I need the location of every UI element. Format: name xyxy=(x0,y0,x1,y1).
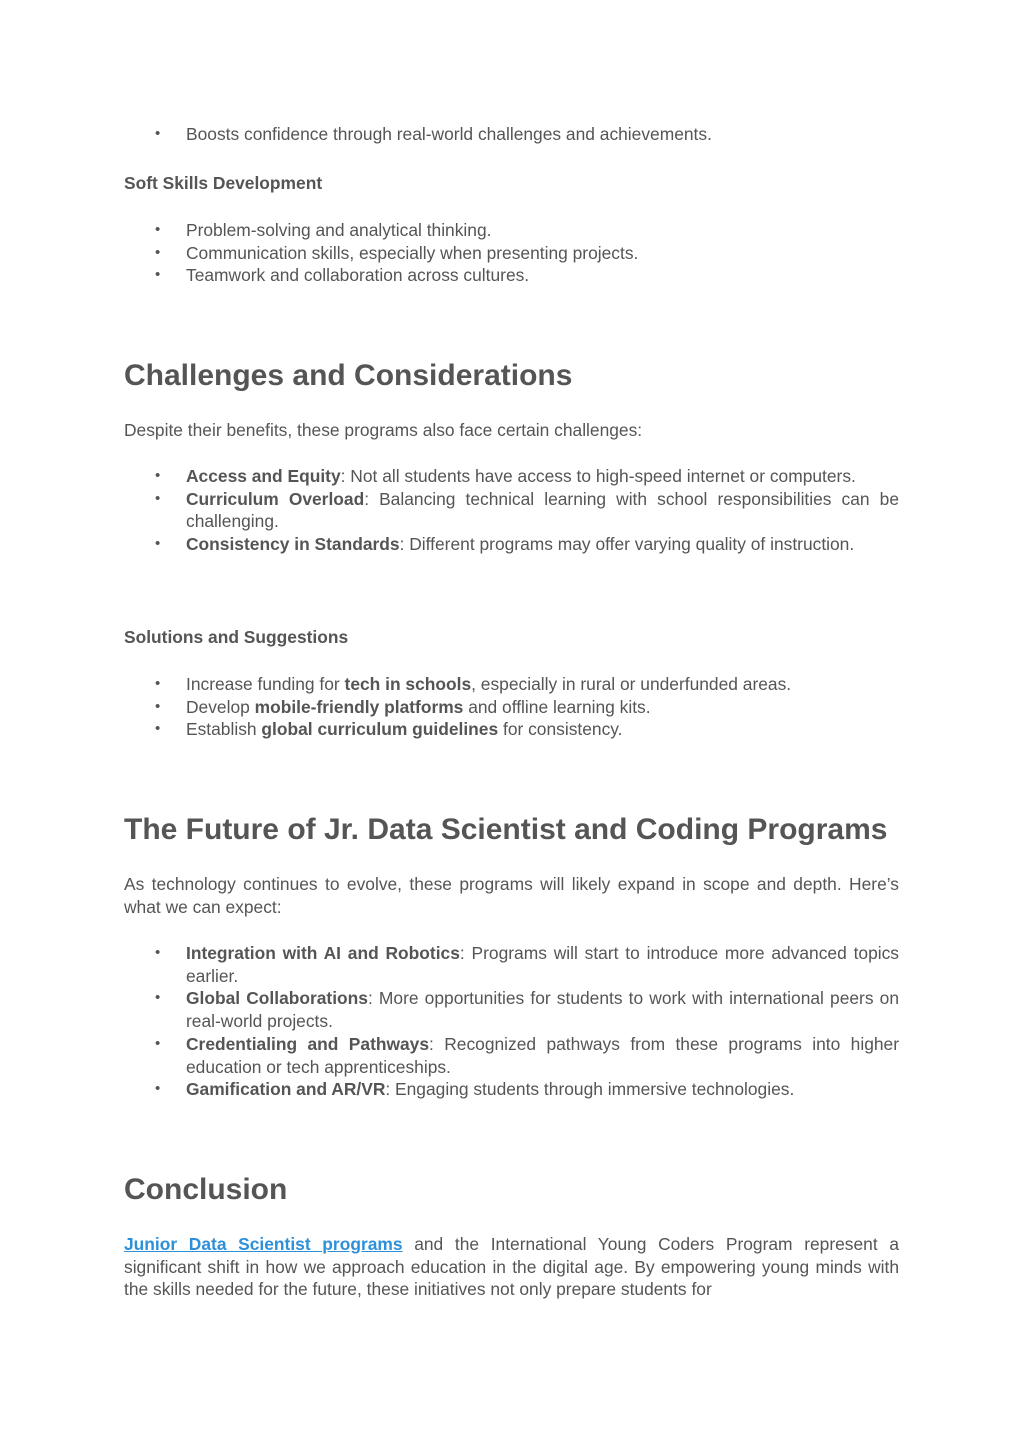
list-item-text-post: and offline learning kits. xyxy=(463,696,651,717)
list-item-term: Consistency in Standards xyxy=(186,534,400,555)
solutions-list xyxy=(124,673,899,741)
list-item-text: Problem-solving and analytical thinking. xyxy=(186,220,492,240)
list-item-term: Curriculum Overload xyxy=(186,488,365,509)
list-item xyxy=(124,123,899,146)
bullet-icon: • xyxy=(155,1034,161,1052)
bullet-icon: • xyxy=(155,125,161,142)
list-item-text: Communication skills, especially when presenting projects. xyxy=(186,242,639,263)
soft-skills-heading: Soft Skills Development xyxy=(124,173,323,193)
list-item-term: Integration with AI and Robotics xyxy=(186,943,460,963)
list-item-text-pre: Establish xyxy=(186,719,262,740)
conclusion-body-block xyxy=(124,1233,899,1301)
list-item xyxy=(124,242,899,265)
list-item xyxy=(124,696,899,719)
list-item xyxy=(124,942,899,987)
list-item-text-pre: Develop xyxy=(186,696,255,717)
list-item xyxy=(124,533,899,556)
bullet-icon: • xyxy=(155,489,161,507)
bullet-icon: • xyxy=(155,1080,161,1098)
list-item-term: mobile-friendly platforms xyxy=(254,696,464,717)
future-list xyxy=(124,942,899,1101)
bullet-icon: • xyxy=(155,467,161,484)
list-item-text-post: , especially in rural or underfunded areas. xyxy=(471,674,792,694)
bullet-icon: • xyxy=(155,266,161,284)
challenges-list-block xyxy=(124,465,899,556)
solutions-section xyxy=(124,626,899,648)
future-section xyxy=(124,812,899,848)
list-item-term: global curriculum guidelines xyxy=(261,719,499,740)
list-item-term: Gamification and AR/VR xyxy=(186,1079,386,1100)
list-item xyxy=(124,673,899,696)
challenges-section xyxy=(124,358,899,394)
future-intro-block xyxy=(124,873,899,918)
list-item-text: : Recognized pathways from these programs into higher education or tech apprenticeships. xyxy=(186,1033,899,1077)
list-item-term: Credentialing and Pathways xyxy=(186,1033,430,1054)
future-intro: As technology continues to evolve, these programs will likely expand in scope and depth. Here’s what we can expect: xyxy=(124,874,899,917)
bullet-icon: • xyxy=(155,944,161,961)
soft-skills-list-block xyxy=(124,219,899,287)
list-item-term: Global Collaborations xyxy=(186,988,368,1009)
list-item xyxy=(124,264,899,287)
list-item xyxy=(124,718,899,741)
list-item xyxy=(124,1078,899,1101)
bullet-icon: • xyxy=(155,243,161,261)
conclusion-section xyxy=(124,1172,899,1208)
list-item-text: Teamwork and collaboration across cultures. xyxy=(186,265,530,286)
list-item-text: : Not all students have access to high-speed internet or computers. xyxy=(340,466,856,486)
list-item xyxy=(124,987,899,1032)
bullet-icon: • xyxy=(155,989,161,1007)
junior-data-scientist-link[interactable]: Junior Data Scientist programs xyxy=(124,1234,403,1254)
list-item xyxy=(124,488,899,533)
list-item-text: : Programs will start to introduce more advanced topics earlier. xyxy=(186,943,899,986)
future-list-block xyxy=(124,942,899,1101)
list-item-term: tech in schools xyxy=(344,674,472,694)
bullet-icon: • xyxy=(155,675,161,692)
challenges-intro-block xyxy=(124,419,899,442)
list-item-text: : Balancing technical learning with school responsibilities can be challenging. xyxy=(186,488,899,532)
bullet-icon: • xyxy=(155,535,161,553)
challenges-heading: Challenges and Considerations xyxy=(124,359,573,392)
list-item-term: Access and Equity xyxy=(186,466,341,486)
conclusion-paragraph xyxy=(124,1233,899,1301)
list-item-text: Boosts confidence through real-world challenges and achievements. xyxy=(186,124,712,144)
solutions-heading: Solutions and Suggestions xyxy=(124,627,349,647)
list-item-text: : More opportunities for students to work with international peers on real-world projects. xyxy=(186,988,899,1032)
bullet-icon: • xyxy=(155,720,161,738)
list-item-text-post: for consistency. xyxy=(498,719,623,740)
solutions-list-block xyxy=(124,673,899,741)
soft-skills-list xyxy=(124,219,899,287)
conclusion-heading: Conclusion xyxy=(124,1173,288,1206)
intro-list xyxy=(124,123,899,146)
conclusion-text: and the International Young Coders Program represent a significant shift in how we approach education in the digital age. By empowering young minds with the skills needed for the future, these initiatives not only prepare students for xyxy=(124,1234,900,1300)
list-item-text: : Different programs may offer varying quality of instruction. xyxy=(399,534,855,555)
bullet-icon: • xyxy=(155,697,161,715)
list-item xyxy=(124,1033,899,1078)
challenges-list xyxy=(124,465,899,556)
list-item xyxy=(124,465,899,488)
bullet-icon: • xyxy=(155,221,161,238)
future-heading: The Future of Jr. Data Scientist and Coding Programs xyxy=(124,813,888,846)
list-item-text: : Engaging students through immersive technologies. xyxy=(385,1079,795,1100)
challenges-intro: Despite their benefits, these programs also face certain challenges: xyxy=(124,420,643,440)
list-item-text-pre: Increase funding for xyxy=(186,674,345,694)
intro-list-block xyxy=(124,123,899,146)
list-item xyxy=(124,219,899,242)
soft-skills-section xyxy=(124,172,899,194)
